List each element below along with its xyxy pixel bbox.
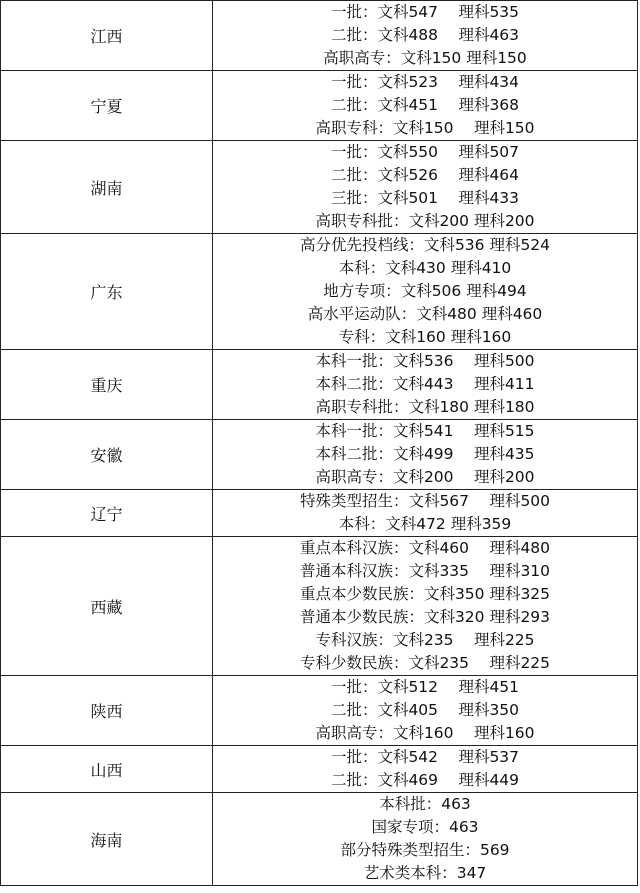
- score-line: 二批：文科451 理科368: [330, 96, 520, 114]
- score-line: 高分优先投档线：文科536 理科524: [299, 236, 551, 254]
- score-line: 二批：文科405 理科350: [330, 701, 520, 719]
- score-line: 专科少数民族：文科235 理科225: [299, 654, 551, 672]
- table-row: [1, 350, 638, 420]
- score-line: 地方专项：文科506 理科494: [323, 282, 527, 300]
- table-row: [1, 420, 638, 490]
- score-details-cell: [213, 490, 638, 537]
- score-line: 普通本科汉族：文科335 理科310: [299, 562, 551, 580]
- province-cell: 宁夏: [1, 71, 213, 141]
- score-line: 本科二批：文科443 理科411: [315, 375, 535, 393]
- score-line: 普通本少数民族：文科320 理科293: [299, 608, 551, 626]
- score-details-cell: [213, 141, 638, 234]
- score-line: 本科二批：文科499 理科435: [315, 445, 535, 463]
- table-row: [1, 490, 638, 537]
- score-line: 高职高专：文科160 理科160: [315, 724, 535, 742]
- score-line: 高职专科：文科150 理科150: [315, 119, 535, 137]
- score-details-cell: [213, 537, 638, 676]
- score-details-cell: [213, 676, 638, 746]
- table-row: [1, 537, 638, 676]
- table-row: [1, 141, 638, 234]
- score-line: 高水平运动队：文科480 理科460: [307, 305, 543, 323]
- score-line: 一批：文科550 理科507: [330, 143, 520, 161]
- score-line: 二批：文科488 理科463: [330, 26, 520, 44]
- score-line: 本科：文科430 理科410: [338, 259, 512, 277]
- province-cell: 辽宁: [1, 490, 213, 537]
- province-cell: 山西: [1, 746, 213, 793]
- province-cell: 广东: [1, 234, 213, 350]
- province-cell: 海南: [1, 793, 213, 886]
- score-line: 高职专科批：文科200 理科200: [315, 212, 535, 230]
- score-line: 本科一批：文科536 理科500: [315, 352, 535, 370]
- province-cell: 西藏: [1, 537, 213, 676]
- score-line: 本科批：463: [379, 795, 471, 813]
- score-line: 高职高专：文科200 理科200: [315, 468, 535, 486]
- score-line: 重点本少数民族：文科350 理科325: [299, 585, 551, 603]
- score-details-cell: [213, 234, 638, 350]
- score-line: 一批：文科512 理科451: [330, 678, 520, 696]
- score-line: 特殊类型招生：文科567 理科500: [299, 492, 551, 510]
- score-line: 国家专项：463: [371, 818, 479, 836]
- province-cell: 江西: [1, 1, 213, 71]
- score-line: 一批：文科542 理科537: [330, 748, 520, 766]
- score-line: 三批：文科501 理科433: [330, 189, 520, 207]
- table-row: [1, 71, 638, 141]
- table-row: [1, 676, 638, 746]
- score-details-cell: [213, 746, 638, 793]
- score-line: 一批：文科547 理科535: [330, 3, 520, 21]
- score-details-cell: [213, 350, 638, 420]
- score-line: 高职高专：文科150 理科150: [323, 49, 527, 67]
- province-cell: 陕西: [1, 676, 213, 746]
- score-line: 本科一批：文科541 理科515: [315, 422, 535, 440]
- score-details-cell: [213, 71, 638, 141]
- province-cell: 重庆: [1, 350, 213, 420]
- province-cell: 湖南: [1, 141, 213, 234]
- table-row: [1, 1, 638, 71]
- score-line: 部分特殊类型招生：569: [340, 841, 510, 859]
- table-body: [1, 1, 638, 886]
- score-line: 二批：文科526 理科464: [330, 166, 520, 184]
- score-details-cell: [213, 420, 638, 490]
- score-line: 专科汉族：文科235 理科225: [315, 631, 535, 649]
- score-line: 二批：文科469 理科449: [330, 771, 520, 789]
- score-line: 一批：文科523 理科434: [330, 73, 520, 91]
- table-row: [1, 746, 638, 793]
- table-row: [1, 234, 638, 350]
- score-line: 重点本科汉族：文科460 理科480: [299, 539, 551, 557]
- score-details-cell: [213, 793, 638, 886]
- score-line: 本科：文科472 理科359: [338, 515, 512, 533]
- province-cell: 安徽: [1, 420, 213, 490]
- table-row: [1, 793, 638, 886]
- score-line: 专科：文科160 理科160: [338, 328, 512, 346]
- score-details-cell: [213, 1, 638, 71]
- score-line: 高职专科批：文科180 理科180: [315, 398, 535, 416]
- score-line: 艺术类本科：347: [363, 864, 487, 882]
